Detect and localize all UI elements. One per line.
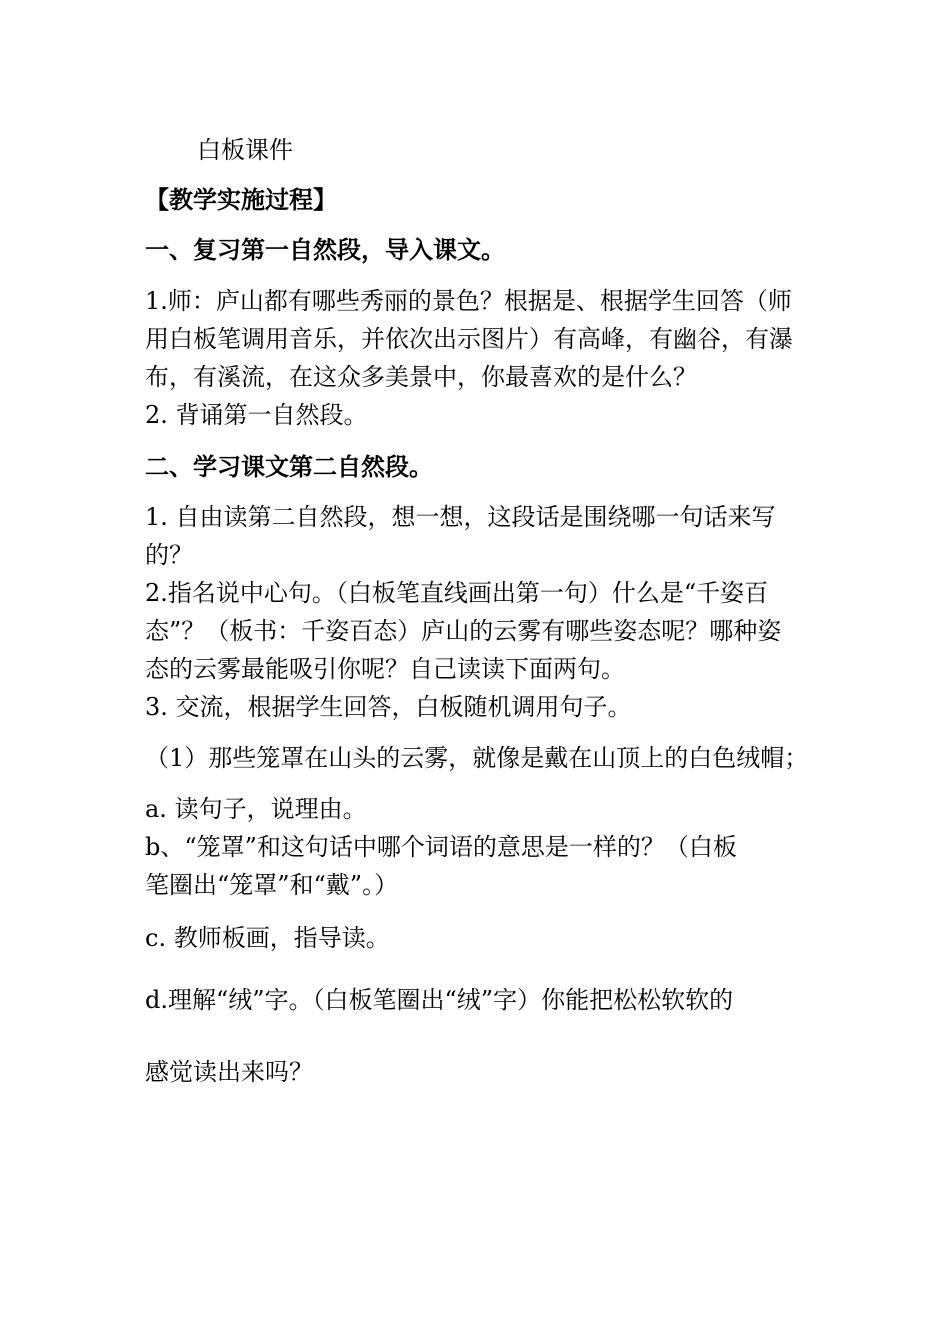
list-item-continuation: 感觉读出来吗？ xyxy=(145,1058,313,1086)
quoted-sentence: （1）那些笼罩在山头的云雾，就像是戴在山顶上的白色绒帽； xyxy=(145,744,809,772)
paragraph-line: 的？ xyxy=(145,541,193,569)
paragraph-line: 3. 交流，根据学生回答，白板随机调用句子。 xyxy=(145,693,632,721)
paragraph-line: 态”？（板书：千姿百态）庐山的云雾有哪些姿态呢？哪种姿 xyxy=(145,617,782,645)
paragraph-line: 态的云雾最能吸引你呢？自己读读下面两句。 xyxy=(145,655,625,683)
list-item: c. 教师板画，指导读。 xyxy=(145,924,390,952)
list-item: a. 读句子，说理由。 xyxy=(145,795,367,823)
paragraph-line: 2. 背诵第一自然段。 xyxy=(145,401,368,429)
paragraph-line: 1.师：庐山都有哪些秀丽的景色？根据是、根据学生回答（师 xyxy=(145,287,792,315)
paragraph-line: 用白板笔调用音乐，并依次出示图片）有高峰，有幽谷，有瀑 xyxy=(145,325,793,353)
paragraph-line: 布，有溪流，在这众多美景中，你最喜欢的是什么？ xyxy=(145,363,697,391)
list-item-continuation: 笔圈出“笼罩”和“戴”。） xyxy=(145,871,399,899)
paragraph-line: 1. 自由读第二自然段，想一想，这段话是围绕哪一句话来写 xyxy=(145,503,776,531)
material-note: 白板课件 xyxy=(197,136,293,164)
list-item: b、“笼罩”和这句话中哪个词语的意思是一样的？（白板 xyxy=(145,833,737,861)
paragraph-line: 2.指名说中心句。（白板笔直线画出第一句）什么是“千姿百 xyxy=(145,579,769,607)
list-item: d.理解“绒”字。（白板笔圈出“绒”字）你能把松松软软的 xyxy=(145,986,734,1014)
part-two-heading: 二、学习课文第二自然段。 xyxy=(145,453,433,481)
section-heading: 【教学实施过程】 xyxy=(145,186,337,214)
part-one-heading: 一、复习第一自然段，导入课文。 xyxy=(145,236,505,264)
